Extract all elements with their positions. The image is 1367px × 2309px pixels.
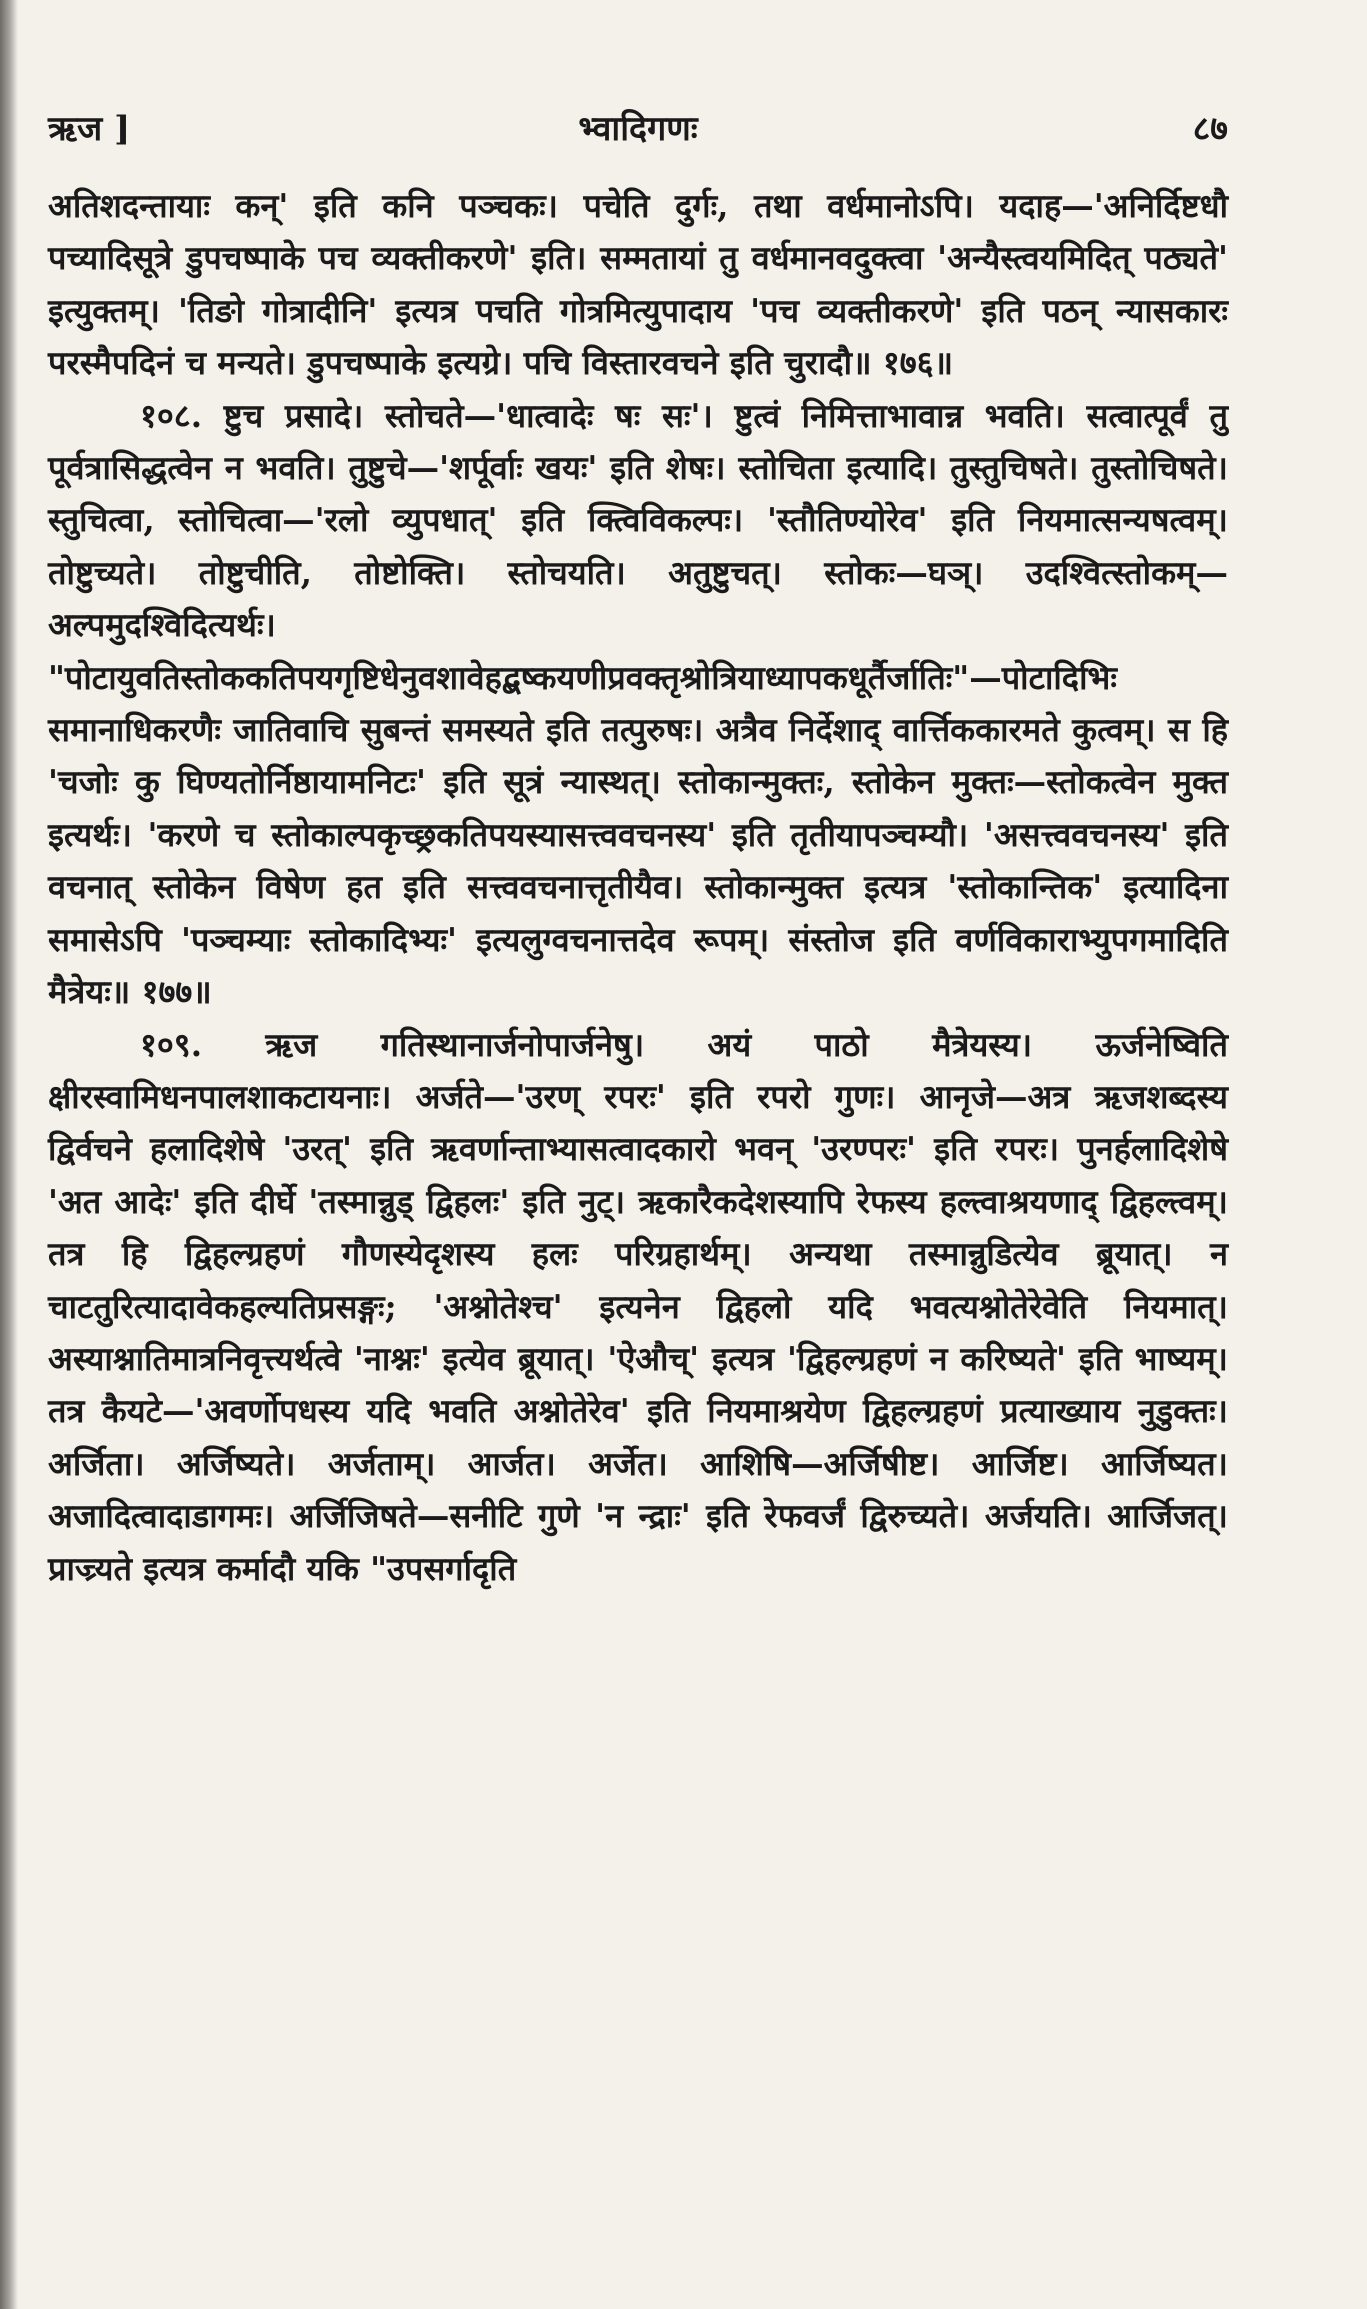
page-edge-shadow xyxy=(0,0,18,2309)
header-left: ऋज ] xyxy=(48,109,131,149)
header-title: भ्वादिगणः xyxy=(578,109,698,149)
paragraph-2: १०८. ष्टुच प्रसादे। स्तोचते—'धात्वादेः षः सः'। ष्टुत्वं निमित्ताभावान्न भवति। सत्वात्पूर्वं तु पूर्वत्रासिद्धत्वेन न भवति। तुष्टुचे—'शर्पूर्वाः खयः' इति शेषः। स्तोचिता इत्यादि। तुस्तुचिषते। तुस्तोचिषते। स्तुचित्वा, स्तोचित्वा—'रलो व्युपधात्' इति क्त्विविकल्पः। 'स्तौतिण्योरेव' इति नियमात्सन्यषत्वम्। तोष्टुच्यते। तोष्टुचीति, तोष्टोक्ति। स्तोचयति। अतुष्टुचत्। स्तोकः—घञ्। उदश्वित्स्तोकम्—अल्पमुदश्विदित्यर्थः। "पोटायुवतिस्तोककतिपयगृष्टिधेनुवशावेहद्बष्कयणीप्रवक्तृश्रोत्रियाध्यापकधूर्तैर्जातिः"—पोटादिभिः समानाधिकरणैः जातिवाचि सुबन्तं समस्यते इति तत्पुरुषः। अत्रैव निर्देशाद् वार्त्तिककारमते कुत्वम्। स हि 'चजोः कु घिण्यतोर्निष्ठायामनिटः' इति सूत्रं न्यास्थत्। स्तोकान्मुक्तः, स्तोकेन मुक्तः—स्तोकत्वेन मुक्त इत्यर्थः। 'करणे च स्तोकाल्पकृच्छ्रकतिपयस्यासत्त्ववचनस्य' इति तृतीयापञ्चम्यौ। 'असत्त्ववचनस्य' इति वचनात् स्तोकेन विषेण हत इति सत्त्ववचनात्तृतीयैव। स्तोकान्मुक्त इत्यत्र 'स्तोकान्तिक' इत्यादिना समासेऽपि 'पञ्चम्याः स्तोकादिभ्यः' इत्यलुग्वचनात्तदेव रूपम्। संस्तोज इति वर्णविकाराभ्युपगमादिति मैत्रेयः॥ १७७॥ xyxy=(48,395,1228,1012)
running-header xyxy=(48,104,1228,160)
page-body xyxy=(48,180,1228,1595)
page-number: ८७ xyxy=(1192,109,1228,149)
paragraph-1: अतिशदन्तायाः कन्' इति कनि पञ्चकः। पचेति दुर्गः, तथा वर्धमानोऽपि। यदाह—'अनिर्दिष्टधौ पच्यादिसूत्रे डुपचष्पाके पच व्यक्तीकरणे' इति। सम्मतायां तु वर्धमानवदुक्त्वा 'अन्यैस्त्वयमिदित् पठ्यते' इत्युक्तम्। 'तिङो गोत्रादीनि' इत्यत्र पचति गोत्रमित्युपादाय 'पच व्यक्तीकरणे' इति पठन् न्यासकारः परस्मैपदिनं च मन्यते। डुपचष्पाके इत्यग्रे। पचि विस्तारवचने इति चुरादौ॥ १७६॥ xyxy=(48,186,1228,383)
paragraph-3: १०९. ऋज गतिस्थानार्जनोपार्जनेषु। अयं पाठो मैत्रेयस्य। ऊर्जनेष्विति क्षीरस्वामिधनपालशाकटायनाः। अर्जते—'उरण् रपरः' इति रपरो गुणः। आनृजे—अत्र ऋजशब्दस्य द्विर्वचने हलादिशेषे 'उरत्' इति ऋवर्णान्ताभ्यासत्वादकारो भवन् 'उरण्परः' इति रपरः। पुनर्हलादिशेषे 'अत आदेः' इति दीर्घे 'तस्मान्नुड् द्विहलः' इति नुट्। ऋकारैकदेशस्यापि रेफस्य हल्त्वाश्रयणाद् द्विहल्त्वम्। तत्र हि द्विहल्ग्रहणं गौणस्येदृशस्य हलः परिग्रहार्थम्। अन्यथा तस्मान्नुडित्येव ब्रूयात्। न चाटतुरित्यादावेकहल्यतिप्रसङ्गः; 'अश्नोतेश्च' इत्यनेन द्विहलो यदि भवत्यश्नोतेरेवेति नियमात्। अस्याश्नातिमात्रनिवृत्त्यर्थत्वे 'नाश्नः' इत्येव ब्रूयात्। 'ऐऔच्' इत्यत्र 'द्विहल्ग्रहणं न करिष्यते' इति भाष्यम्। तत्र कैयटे—'अवर्णोपधस्य यदि भवति अश्नोतेरेव' इति नियमाश्रयेण द्विहल्ग्रहणं प्रत्याख्याय नुडुक्तः। अर्जिता। अर्जिष्यते। अर्जताम्। आर्जत। अर्जेत। आशिषि—अर्जिषीष्ट। आर्जिष्ट। आर्जिष्यत। अजादित्वादाडागमः। अर्जिजिषते—सनीटि गुणे 'न न्द्राः' इति रेफवर्जं द्विरुच्यते। अर्जयति। आर्जिजत्। प्राज्र्यते इत्यत्र कर्मादौ यकि "उपसर्गादृति xyxy=(48,1024,1228,1588)
